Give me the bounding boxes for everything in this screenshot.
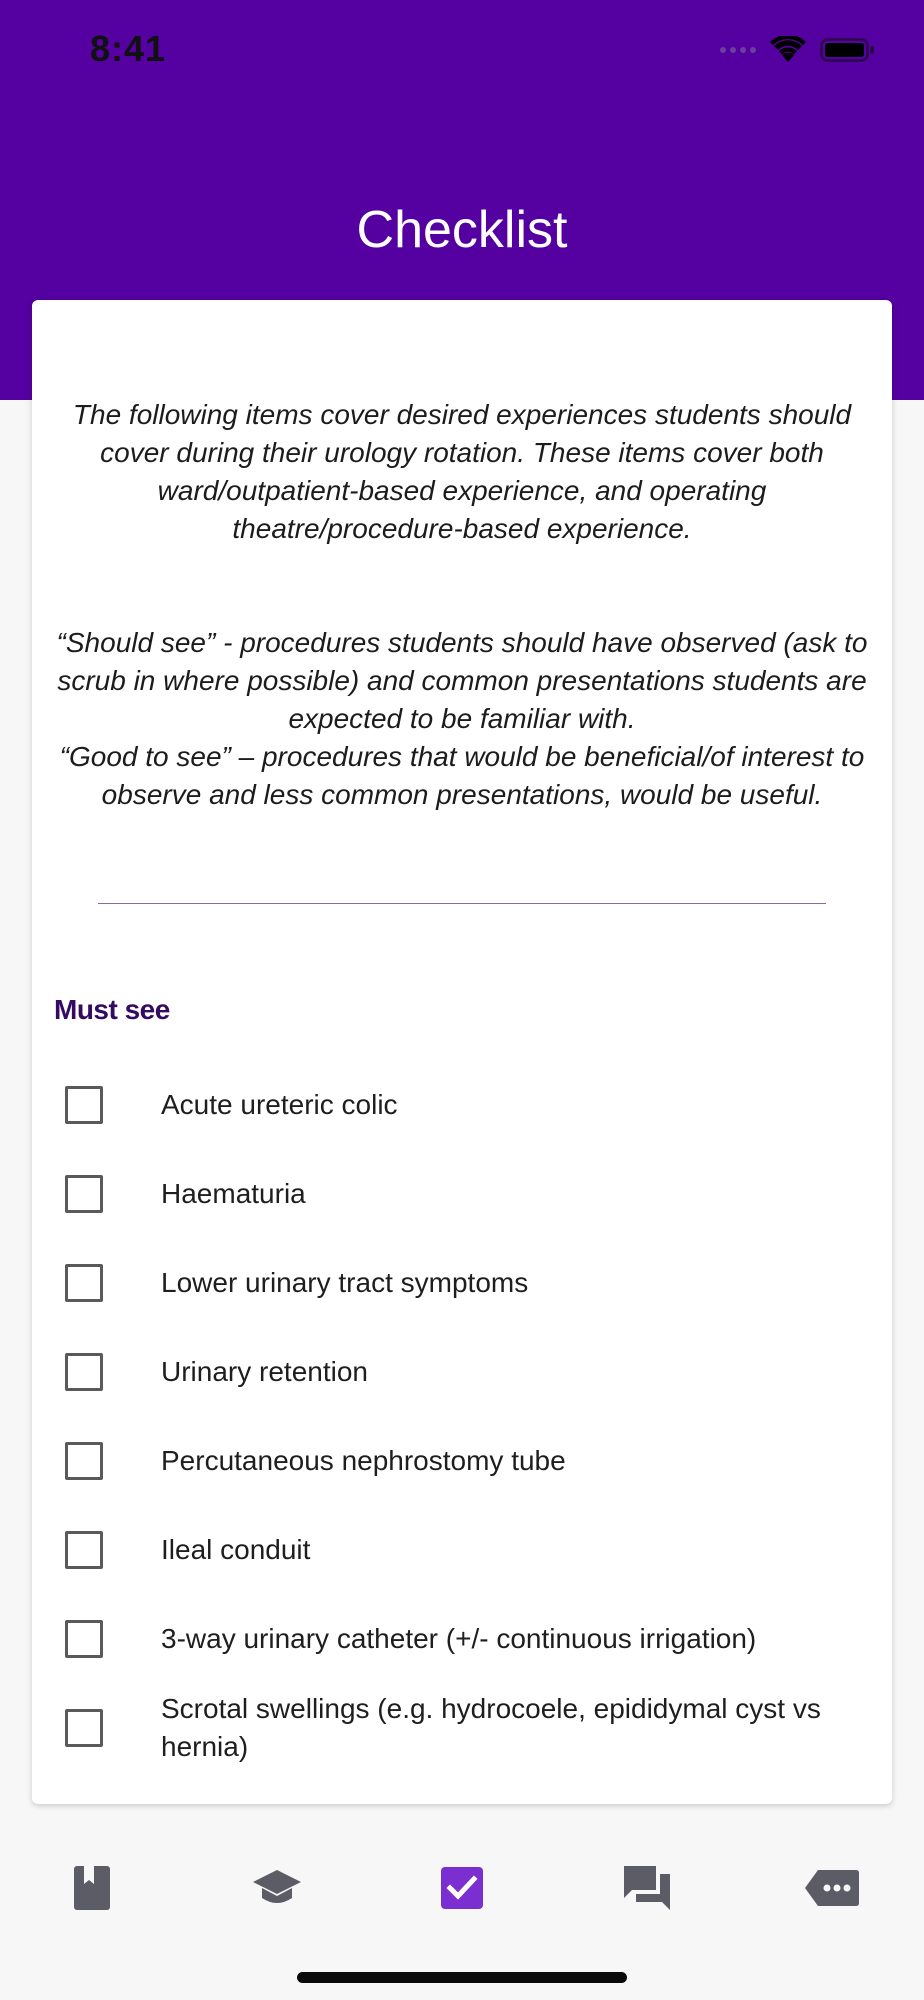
home-indicator	[297, 1972, 627, 1983]
tab-more[interactable]	[792, 1848, 872, 1928]
checkbox[interactable]	[65, 1531, 103, 1569]
checklist-item[interactable]	[32, 1505, 892, 1594]
checkbox[interactable]	[65, 1353, 103, 1391]
tab-checklist[interactable]	[422, 1848, 502, 1928]
tab-forum[interactable]	[607, 1848, 687, 1928]
checklist-item-partial[interactable]	[32, 1772, 892, 1804]
book-icon	[70, 1864, 114, 1912]
checkbox[interactable]	[65, 1709, 103, 1747]
status-indicators	[720, 30, 876, 70]
page-title: Checklist	[356, 201, 568, 259]
checklist-item-label: Ileal conduit	[161, 1533, 311, 1565]
checklist-item[interactable]	[32, 1060, 892, 1149]
checklist-item-label: Percutaneous nephrostomy tube	[161, 1444, 566, 1476]
tab-book[interactable]	[52, 1848, 132, 1928]
checkbox[interactable]	[65, 1620, 103, 1658]
checklist-item[interactable]	[32, 1238, 892, 1327]
legend-text	[52, 624, 872, 814]
section-title: Must see	[54, 994, 170, 1025]
checklist-item-label: Lower urinary tract symptoms	[161, 1266, 529, 1298]
checklist	[32, 1060, 892, 1804]
checkbox[interactable]	[65, 1442, 103, 1480]
checklist-item[interactable]	[32, 1416, 892, 1505]
status-time: 8:41	[90, 28, 167, 69]
checkbox[interactable]	[65, 1175, 103, 1213]
forum-icon	[622, 1864, 672, 1912]
cellular-signal-icon	[720, 47, 756, 53]
good-to-see-description: “Good to see” – procedures that would be beneficial/of interest to observe and less common presentations, would be useful.	[59, 741, 865, 810]
checkbox[interactable]	[65, 1086, 103, 1124]
checklist-card	[32, 300, 892, 1804]
checklist-item-label: Haematuria	[161, 1177, 306, 1209]
checklist-item-label: Acute ureteric colic	[161, 1088, 398, 1120]
checklist-item[interactable]	[32, 1149, 892, 1238]
intro-paragraph: The following items cover desired experiences students should cover during their urology rotation. These items cover both ward/outpatient-based experience, and operating theatre/procedure-based experience.	[72, 399, 852, 544]
checklist-item-label: Scrotal swellings (e.g. hydrocoele, epididymal cyst vs hernia)	[161, 1692, 821, 1762]
graduation-cap-icon	[251, 1868, 303, 1908]
checklist-item-label: 3-way urinary catheter (+/- continuous irrigation)	[161, 1622, 757, 1654]
checkbox[interactable]	[65, 1264, 103, 1302]
checklist-item-label: Urinary retention	[161, 1355, 368, 1387]
checkbox-checked-icon	[439, 1865, 485, 1911]
battery-icon	[820, 36, 876, 64]
more-tag-icon	[804, 1868, 860, 1908]
checklist-item[interactable]	[32, 1594, 892, 1683]
wifi-icon	[770, 36, 806, 64]
divider	[98, 903, 826, 904]
should-see-description: “Should see” - procedures students should have observed (ask to scrub in where possible) and common presentations students are expected to be familiar with.	[56, 627, 868, 734]
tab-learning[interactable]	[237, 1848, 317, 1928]
checklist-item[interactable]	[32, 1683, 892, 1772]
checklist-item[interactable]	[32, 1327, 892, 1416]
